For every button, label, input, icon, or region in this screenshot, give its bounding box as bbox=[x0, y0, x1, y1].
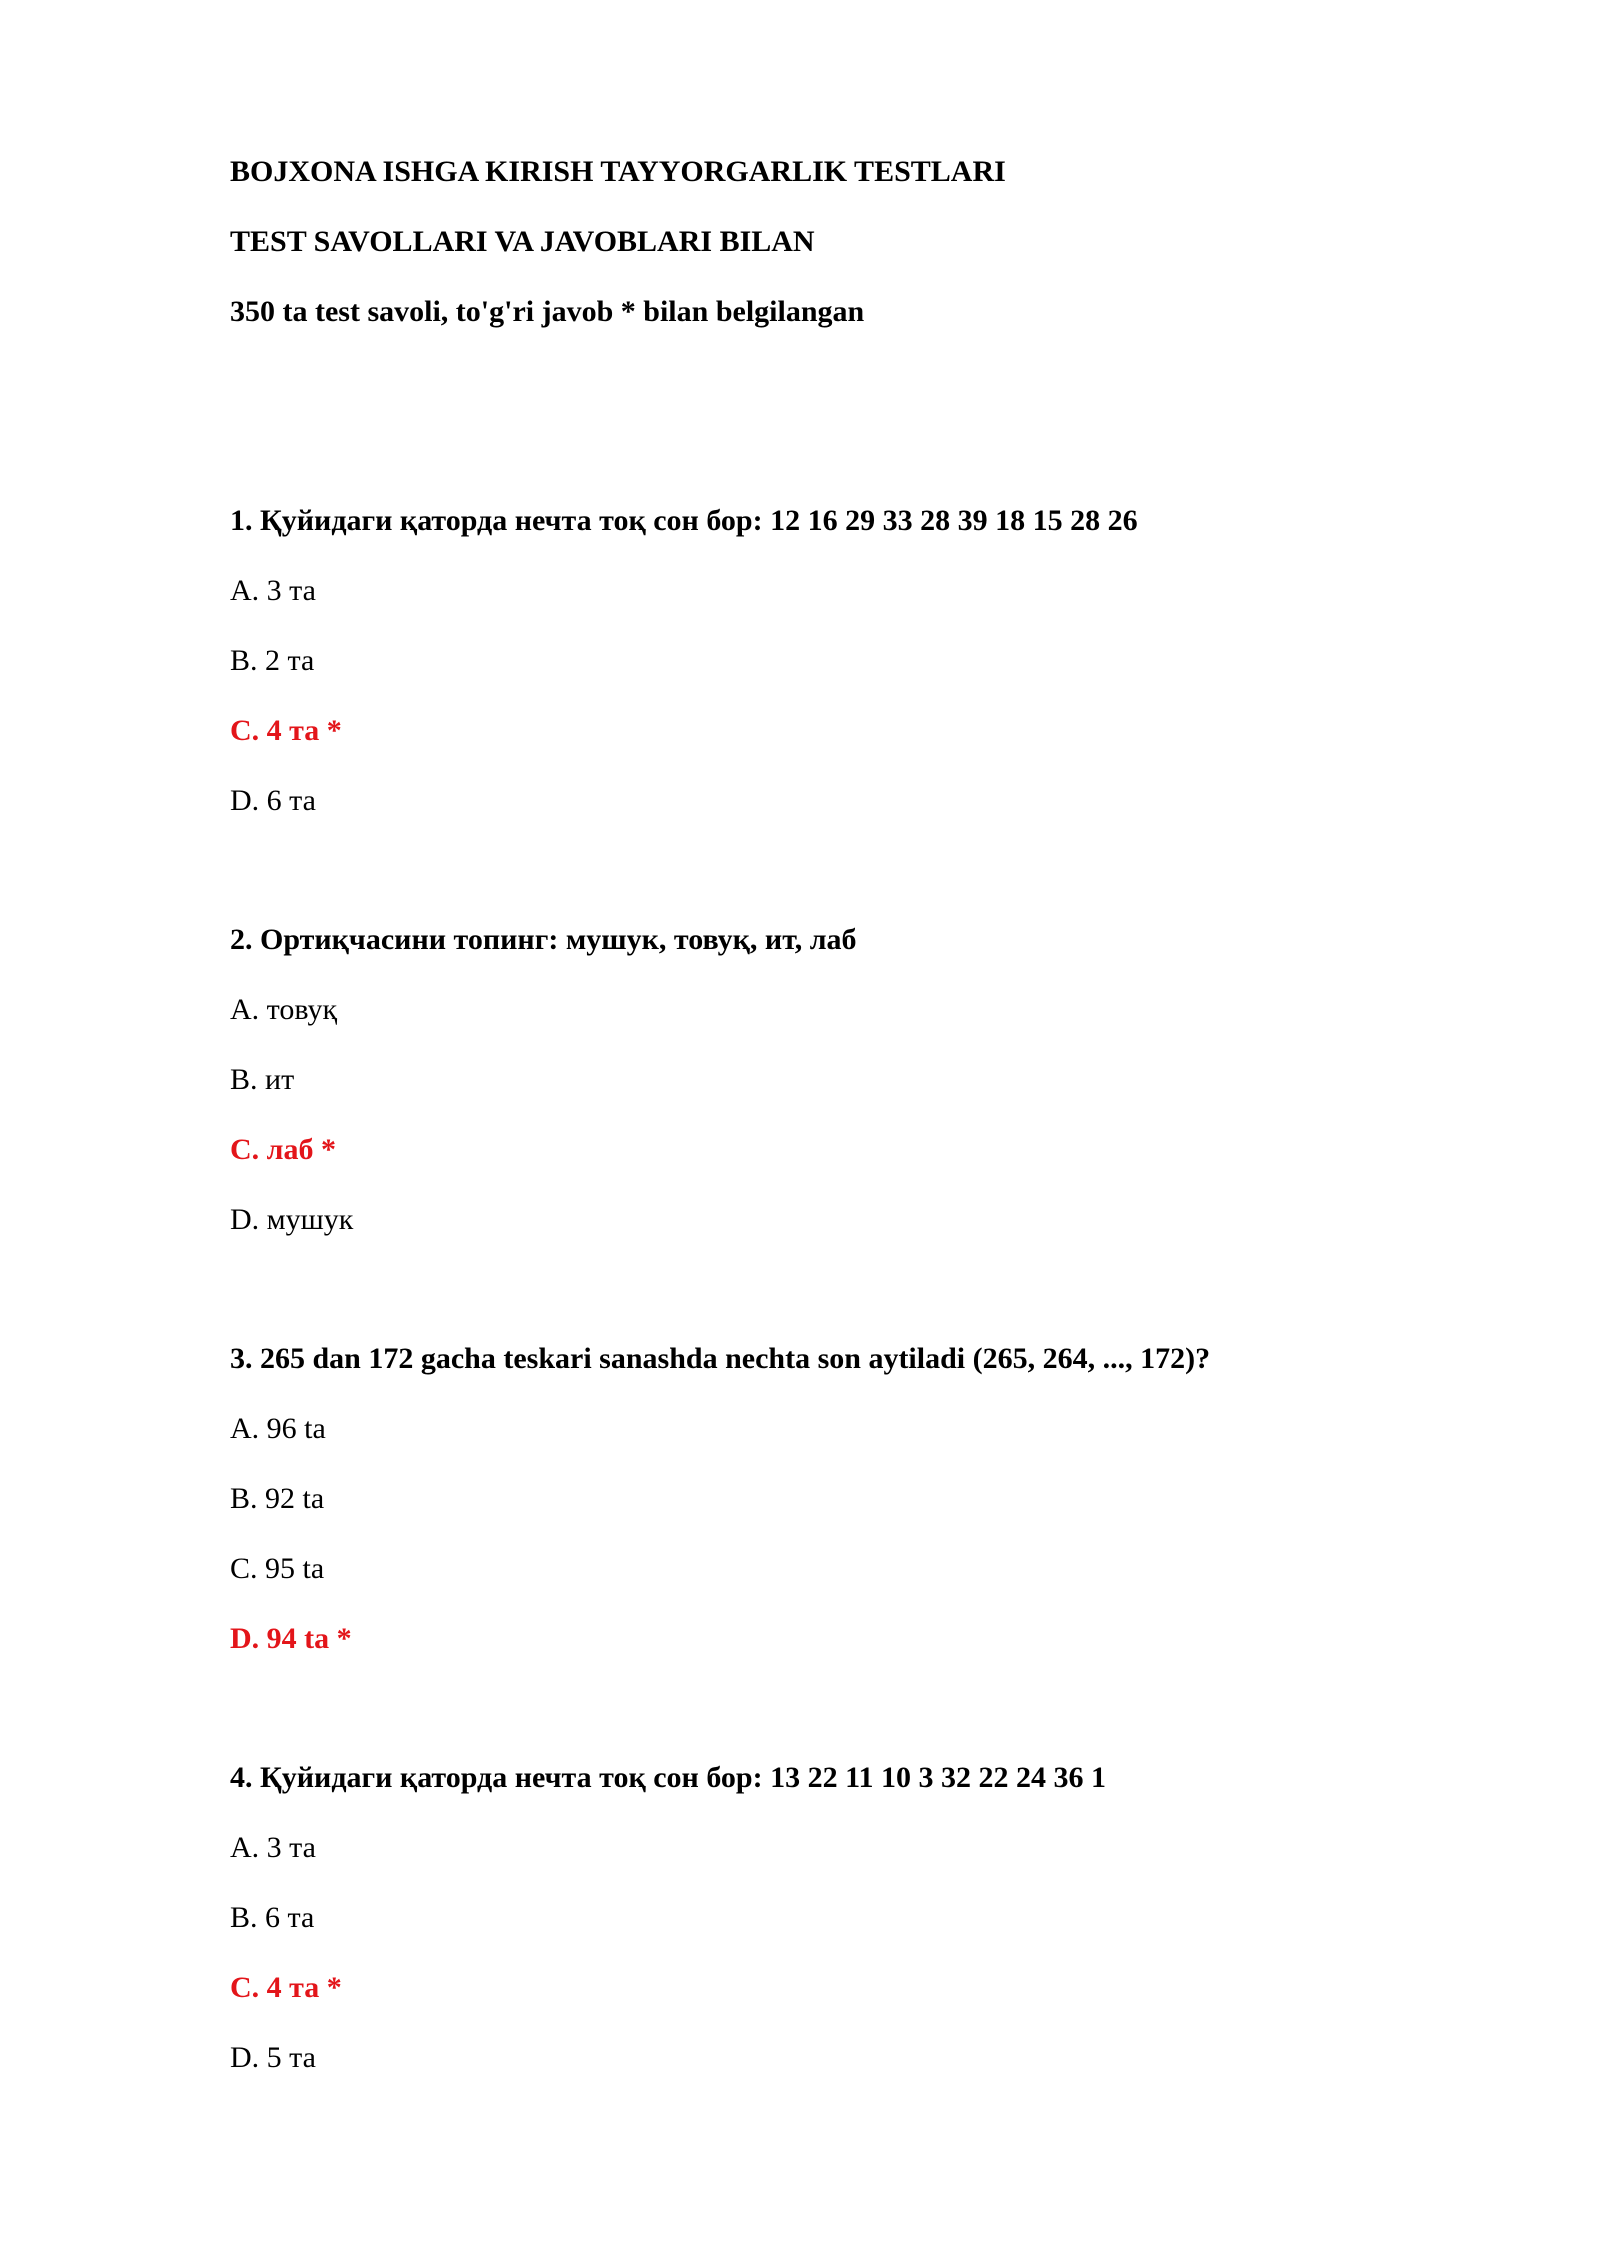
question-1-text: 1. Қуйидаги қаторда нечта тоқ сон бор: 12 16 29 33 28 39 18 15 28 26 bbox=[230, 504, 1138, 537]
question-2-option-d: D. мушук bbox=[230, 1203, 354, 1236]
question-3-option-c: C. 95 ta bbox=[230, 1552, 325, 1585]
question-2-text: 2. Ортиқчасини топинг: мушук, товуқ, ит, лаб bbox=[230, 923, 857, 956]
question-4-option-b: B. 6 та bbox=[230, 1901, 315, 1934]
question-1-option-a: A. 3 та bbox=[230, 574, 316, 607]
document-subtitle: TEST SAVOLLARI VA JAVOBLARI BILAN bbox=[230, 225, 815, 258]
question-1-option-b: B. 2 та bbox=[230, 644, 315, 677]
question-2-option-c: C. лаб * bbox=[230, 1133, 336, 1166]
document-description: 350 ta test savoli, to'g'ri javob * bilan belgilangan bbox=[230, 295, 865, 328]
question-2-option-a: A. товуқ bbox=[230, 993, 338, 1026]
question-4-option-a: A. 3 та bbox=[230, 1831, 316, 1864]
question-4-option-d: D. 5 та bbox=[230, 2041, 316, 2074]
question-4-option-c: C. 4 та * bbox=[230, 1971, 342, 2004]
question-3-text: 3. 265 dan 172 gacha teskari sanashda nechta son aytiladi (265, 264, ..., 172)? bbox=[230, 1342, 1211, 1375]
question-3-option-d: D. 94 ta * bbox=[230, 1622, 352, 1655]
question-3-option-b: B. 92 ta bbox=[230, 1482, 325, 1515]
question-2-option-b: B. ит bbox=[230, 1063, 295, 1096]
document-title: BOJXONA ISHGA KIRISH TAYYORGARLIK TESTLARI bbox=[230, 155, 1006, 188]
question-1-option-d: D. 6 та bbox=[230, 784, 316, 817]
question-1-option-c: C. 4 та * bbox=[230, 714, 342, 747]
question-4-text: 4. Қуйидаги қаторда нечта тоқ сон бор: 13 22 11 10 3 32 22 24 36 1 bbox=[230, 1761, 1106, 1794]
question-3-option-a: A. 96 ta bbox=[230, 1412, 326, 1445]
